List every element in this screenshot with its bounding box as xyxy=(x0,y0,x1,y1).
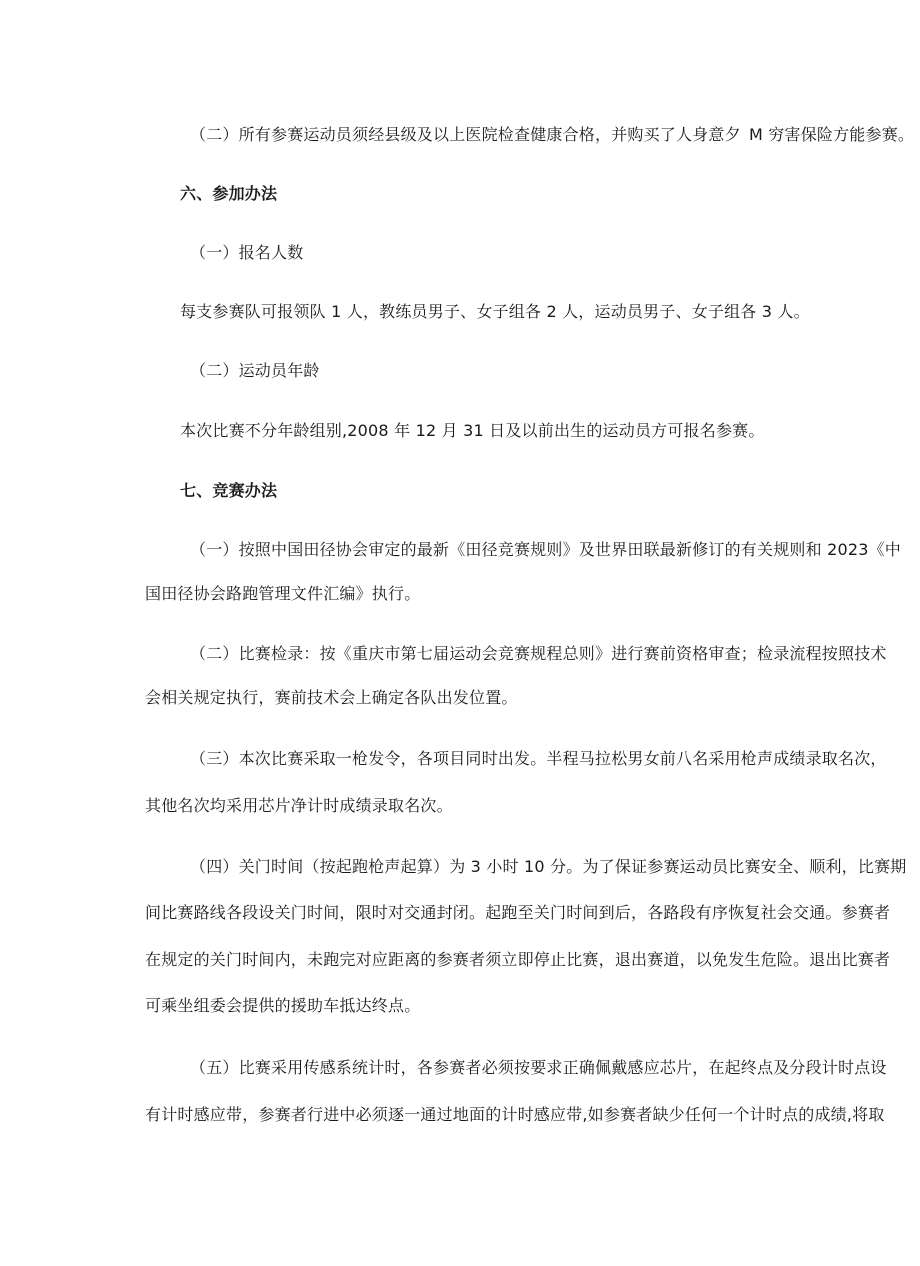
paragraph-timing-line-1: （五）比赛采用传感系统计时，各参赛者必须按要求正确佩戴感应芯片，在起终点及分段计时点设 xyxy=(190,1058,887,1077)
paragraph-rules-line-2: 国田径协会路跑管理文件汇编》执行。 xyxy=(145,584,421,603)
paragraph-registration-count: 每支参赛队可报领队 1 人，教练员男子、女子组各 2 人，运动员男子、女子组各 3 人。 xyxy=(180,302,810,321)
paragraph-cutoff-line-4: 可乘坐组委会提供的援助车抵达终点。 xyxy=(145,996,421,1015)
paragraph-cutoff-line-3: 在规定的关门时间内，未跑完对应距离的参赛者须立即停止比赛，退出赛道，以免发生危险。退出比赛者 xyxy=(145,950,891,969)
paragraph-checkin-line-2: 会相关规定执行，赛前技术会上确定各队出发位置。 xyxy=(145,688,518,707)
paragraph-start-line-1: （三）本次比赛采取一枪发令，各项目同时出发。半程马拉松男女前八名采用枪声成绩录取名次， xyxy=(190,749,887,768)
paragraph-rules-line-1: （一）按照中国田径协会审定的最新《田径竞赛规则》及世界田联最新修订的有关规则和 2023《中 xyxy=(190,540,902,559)
section-heading-competition-rules: 七、竞赛办法 xyxy=(180,481,278,500)
paragraph-health-requirement: （二）所有参赛运动员须经县级及以上医院检查健康合格，并购买了人身意夕 M 穷害保险方能参赛。 xyxy=(190,125,915,144)
paragraph-cutoff-line-2: 间比赛路线各段设关门时间，限时对交通封闭。起跑至关门时间到后，各路段有序恢复社会交通。参赛者 xyxy=(145,903,891,922)
paragraph-cutoff-line-1: （四）关门时间（按起跑枪声起算）为 3 小时 10 分。为了保证参赛运动员比赛安全、顺利，比赛期 xyxy=(190,857,907,876)
paragraph-athlete-age: 本次比赛不分年龄组别,2008 年 12 月 31 日及以前出生的运动员方可报名参赛。 xyxy=(180,421,765,440)
section-heading-participation: 六、参加办法 xyxy=(180,184,278,203)
subheading-athlete-age: （二）运动员年龄 xyxy=(190,361,320,380)
subheading-registration-count: （一）报名人数 xyxy=(190,243,304,262)
paragraph-checkin-line-1: （二）比赛检录：按《重庆市第七届运动会竞赛规程总则》进行赛前资格审查；检录流程按照技术 xyxy=(190,644,887,663)
paragraph-timing-line-2: 有计时感应带，参赛者行进中必须逐一通过地面的计时感应带,如参赛者缺少任何一个计时点的成绩,将取 xyxy=(145,1105,885,1124)
paragraph-start-line-2: 其他名次均采用芯片净计时成绩录取名次。 xyxy=(145,796,453,815)
